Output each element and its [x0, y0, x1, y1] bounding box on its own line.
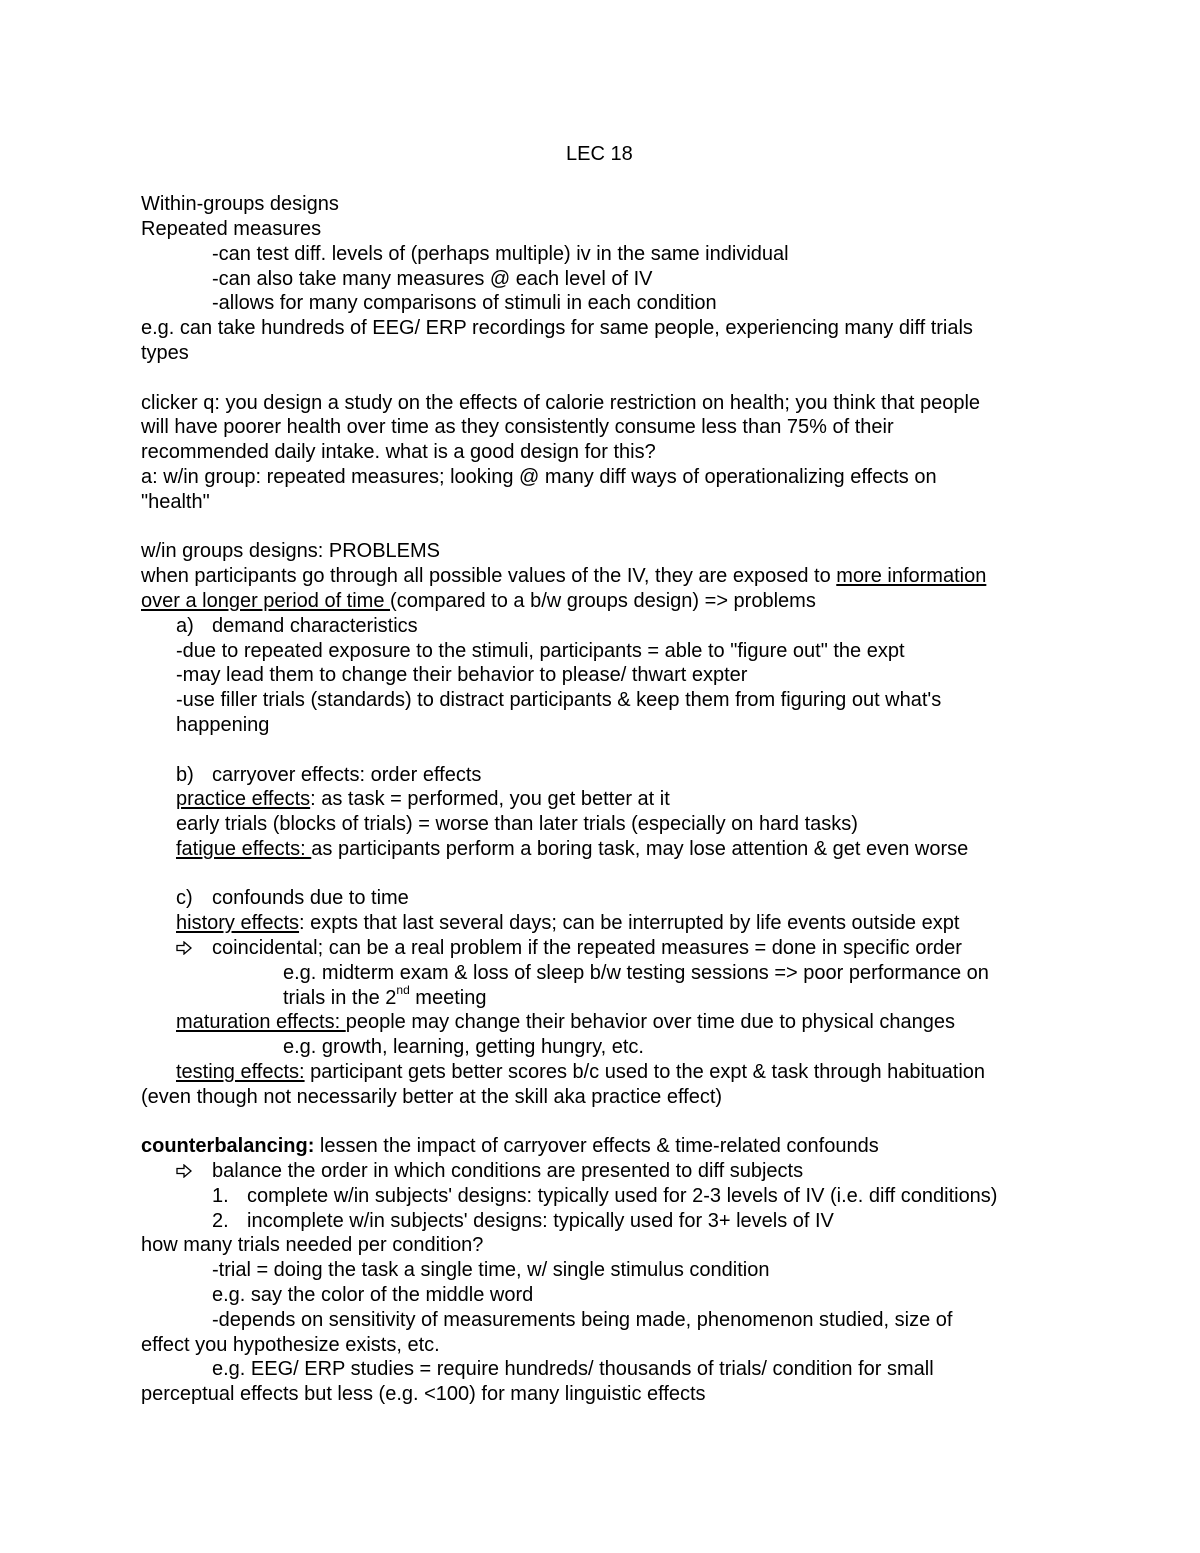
- text-line: [176, 1060, 985, 1084]
- text-line: [141, 1134, 879, 1158]
- text-segment: as participants perform a boring task, may lose attention & get even worse: [311, 838, 969, 860]
- text-line: perceptual effects but less (e.g. <100) for many linguistic effects: [141, 1383, 706, 1405]
- underlined-text: history effects: [176, 912, 300, 934]
- list-item: complete w/in subjects' designs: typically used for 2-3 levels of IV (i.e. diff conditions): [247, 1185, 998, 1207]
- underlined-text: testing effects:: [176, 1061, 305, 1083]
- text-line: happening: [176, 714, 270, 736]
- text-line: how many trials needed per condition?: [141, 1234, 484, 1256]
- text-line: (even though not necessarily better at the skill aka practice effect): [141, 1086, 723, 1108]
- underlined-text: practice effects: [176, 788, 311, 810]
- text-segment: : as task = performed, you get better at it: [310, 788, 670, 810]
- underlined-text: maturation effects:: [176, 1011, 346, 1033]
- text-line: [176, 911, 959, 935]
- list-marker: a): [176, 615, 194, 637]
- text-line: -use filler trials (standards) to distract participants & keep them from figuring out what's: [176, 689, 942, 711]
- text-line: [176, 837, 968, 861]
- subheading-repeated-measures: Repeated measures: [141, 218, 322, 240]
- list-item: incomplete w/in subjects' designs: typically used for 3+ levels of IV: [247, 1210, 834, 1232]
- text-line: e.g. can take hundreds of EEG/ ERP recordings for same people, experiencing many diff trials: [141, 317, 973, 339]
- text-line: balance the order in which conditions are presented to diff subjects: [212, 1160, 804, 1182]
- list-marker: b): [176, 764, 194, 786]
- text-line: will have poorer health over time as they consistently consume less than 75% of their: [141, 416, 894, 438]
- text-line: -can also take many measures @ each level of IV: [212, 268, 653, 290]
- text-line: a: w/in group: repeated measures; looking @ many diff ways of operationalizing effects on: [141, 466, 937, 488]
- underlined-text: more information: [836, 565, 987, 587]
- text-segment: people may change their behavior over time due to physical changes: [345, 1011, 955, 1033]
- text-segment: : expts that last several days; can be interrupted by life events outside expt: [299, 912, 960, 934]
- text-line: types: [141, 342, 189, 364]
- hollow-right-arrow-icon: [176, 1164, 192, 1178]
- text-line: -may lead them to change their behavior to please/ thwart expter: [176, 664, 748, 686]
- text-segment: (compared to a b/w groups design) => problems: [390, 590, 816, 612]
- text-segment: trials in the 2: [283, 987, 397, 1009]
- hollow-right-arrow-icon: [176, 941, 192, 955]
- text-segment: participant gets better scores b/c used to the expt & task through habituation: [304, 1061, 986, 1083]
- text-line: -can test diff. levels of (perhaps multiple) iv in the same individual: [212, 243, 789, 265]
- list-marker: c): [176, 887, 193, 909]
- list-marker: 1.: [212, 1185, 229, 1207]
- text-line: -allows for many comparisons of stimuli in each condition: [212, 292, 717, 314]
- text-line: early trials (blocks of trials) = worse than later trials (especially on hard tasks): [176, 813, 858, 835]
- arrow-bullet: [176, 936, 192, 960]
- text-line: [141, 564, 986, 588]
- text-line: e.g. midterm exam & loss of sleep b/w testing sessions => poor performance on: [283, 962, 989, 984]
- text-line: e.g. EEG/ ERP studies = require hundreds/ thousands of trials/ condition for small: [212, 1358, 934, 1380]
- page-title: LEC 18: [566, 143, 633, 165]
- heading-problems: w/in groups designs: PROBLEMS: [141, 540, 441, 562]
- bold-term: counterbalancing:: [141, 1135, 315, 1157]
- text-line: coincidental; can be a real problem if the repeated measures = done in specific order: [212, 937, 962, 959]
- text-line: [141, 589, 816, 613]
- list-item-carryover-effects: carryover effects: order effects: [212, 764, 482, 786]
- underlined-text: over a longer period of time: [141, 590, 391, 612]
- underlined-text: fatigue effects:: [176, 838, 312, 860]
- text-line: e.g. say the color of the middle word: [212, 1284, 534, 1306]
- text-line: e.g. growth, learning, getting hungry, etc.: [283, 1036, 644, 1058]
- text-line: effect you hypothesize exists, etc.: [141, 1334, 440, 1356]
- text-line: [176, 787, 670, 811]
- text-line: recommended daily intake. what is a good design for this?: [141, 441, 656, 463]
- text-segment: when participants go through all possible values of the IV, they are exposed to: [141, 565, 837, 587]
- list-item-confounds-due-to-time: confounds due to time: [212, 887, 409, 909]
- arrow-bullet: [176, 1159, 192, 1183]
- superscript: nd: [396, 983, 410, 998]
- text-line: -depends on sensitivity of measurements being made, phenomenon studied, size of: [212, 1309, 953, 1331]
- text-segment: meeting: [409, 987, 487, 1009]
- text-line: -trial = doing the task a single time, w/ single stimulus condition: [212, 1259, 770, 1281]
- text-line: [283, 983, 487, 1010]
- text-segment: lessen the impact of carryover effects & time-related confounds: [314, 1135, 879, 1157]
- text-line: "health": [141, 491, 210, 513]
- text-line: clicker q: you design a study on the effects of calorie restriction on health; you think that people: [141, 392, 981, 414]
- list-item-demand-characteristics: demand characteristics: [212, 615, 418, 637]
- text-line: -due to repeated exposure to the stimuli, participants = able to "figure out" the expt: [176, 640, 905, 662]
- list-marker: 2.: [212, 1210, 229, 1232]
- heading-within-groups: Within-groups designs: [141, 193, 339, 215]
- text-line: [176, 1010, 955, 1034]
